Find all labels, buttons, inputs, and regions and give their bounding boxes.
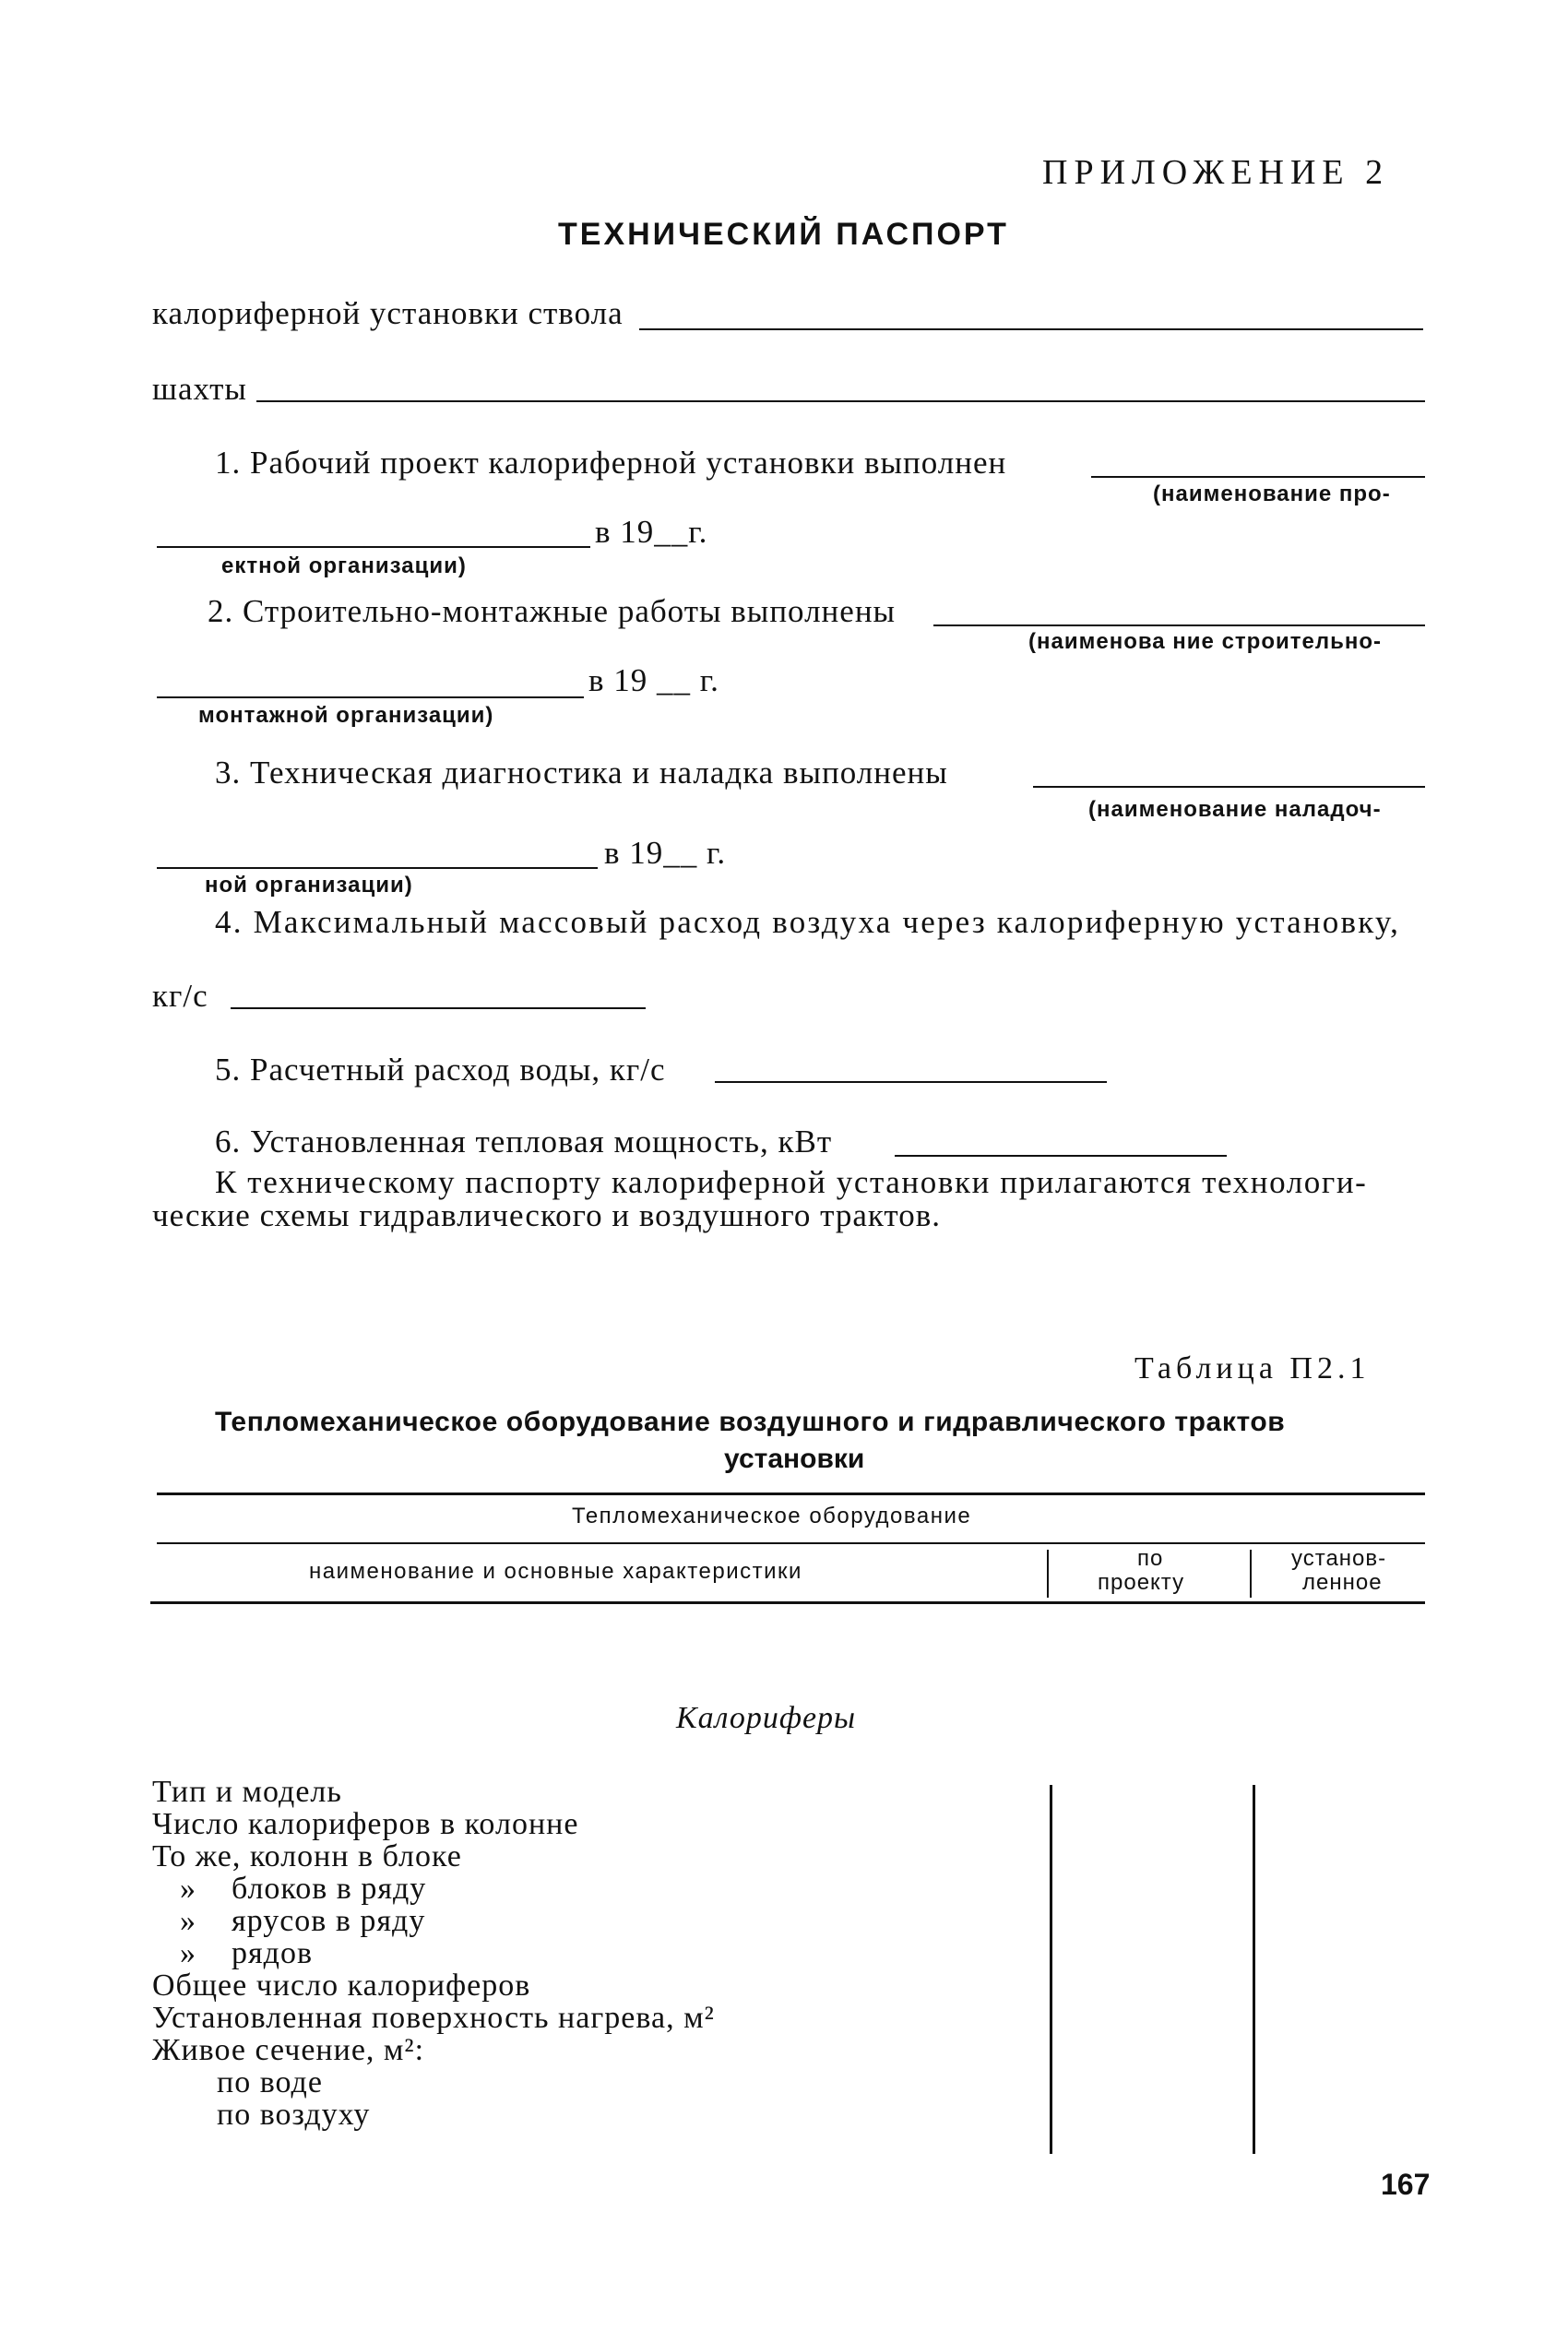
item-6-field[interactable] xyxy=(895,1155,1227,1157)
table-row: Установленная поверхность нагрева, м² xyxy=(152,2001,715,2035)
column-header-installed-2: ленное xyxy=(1302,1570,1383,1595)
table-body-rows xyxy=(152,1776,715,2131)
table-row: Общее число калориферов xyxy=(152,1968,531,2003)
table-row: Тип и модель xyxy=(152,1775,342,1809)
header-divider-2 xyxy=(1250,1550,1252,1598)
shaft-trunk-field[interactable] xyxy=(639,328,1423,330)
item-5-text: 5. Расчетный расход воды, кг/с xyxy=(215,1052,666,1088)
item-3-org-field[interactable] xyxy=(1033,786,1425,788)
table-header-bottom-rule xyxy=(150,1601,1425,1604)
item-3-text: 3. Техническая диагностика и наладка выполнены xyxy=(215,755,948,791)
table-group-rule xyxy=(157,1542,1425,1544)
item-6-text: 6. Установленная тепловая мощность, кВт xyxy=(215,1124,833,1160)
column-header-installed-1: установ- xyxy=(1291,1546,1387,1571)
item-4-text: 4. Максимальный массовый расход воздуха через калориферную установку, xyxy=(215,904,1401,940)
table-row: » блоков в ряду xyxy=(180,1872,427,1906)
item-1-year: в 19__г. xyxy=(595,514,708,550)
item-5-field[interactable] xyxy=(715,1081,1107,1083)
item-1-org-field[interactable] xyxy=(1091,476,1425,478)
table-row: То же, колонн в блоке xyxy=(152,1839,462,1873)
column-header-project-2: проекту xyxy=(1098,1570,1185,1595)
table-top-rule xyxy=(157,1493,1425,1495)
table-caption-line1: Тепломеханическое оборудование воздушного и гидравлического трактов xyxy=(215,1407,1286,1437)
mine-field[interactable] xyxy=(256,400,1425,402)
item-3-note-right: (наименование наладоч- xyxy=(1088,797,1382,822)
item-1-note-right: (наименование про- xyxy=(1153,482,1391,506)
item-4-field[interactable] xyxy=(231,1007,646,1009)
item-2-org-field[interactable] xyxy=(933,624,1425,626)
item-4-unit: кг/с xyxy=(152,978,208,1014)
item-3-year: в 19__ г. xyxy=(604,835,727,871)
page-number: 167 xyxy=(1381,2168,1431,2201)
table-group-header: Тепломеханическое оборудование xyxy=(572,1504,972,1528)
item-1-org-field-cont[interactable] xyxy=(157,546,590,548)
body-divider-2 xyxy=(1253,1785,1255,2154)
table-row: по воде xyxy=(217,2065,323,2099)
item-2-year: в 19 __ г. xyxy=(588,662,719,698)
header-divider-1 xyxy=(1047,1550,1049,1598)
item-2-org-field-cont[interactable] xyxy=(157,696,584,698)
section-title: Калориферы xyxy=(676,1701,857,1735)
attachment-note-line1: К техническому паспорту калориферной установки прилагаются технологи- xyxy=(215,1164,1368,1200)
table-row: » рядов xyxy=(180,1936,313,1970)
table-caption-line2: установки xyxy=(724,1444,865,1474)
shaft-trunk-label: калориферной установки ствола xyxy=(152,295,624,331)
item-1-text: 1. Рабочий проект калориферной установки выполнен xyxy=(215,445,1007,481)
item-2-note-right: (наименова ние строительно- xyxy=(1028,629,1382,654)
column-header-project-1: по xyxy=(1137,1546,1164,1571)
table-row: по воздуху xyxy=(217,2098,371,2132)
mine-label: шахты xyxy=(152,371,247,407)
table-row: Число калориферов в колонне xyxy=(152,1807,579,1841)
item-3-note-left: ной организации) xyxy=(205,873,413,898)
table-label: Таблица П2.1 xyxy=(1134,1351,1371,1386)
table-row: » ярусов в ряду xyxy=(180,1904,426,1938)
column-header-name: наименование и основные характеристики xyxy=(309,1559,802,1584)
attachment-note-line2: ческие схемы гидравлического и воздушного трактов. xyxy=(152,1197,941,1233)
body-divider-1 xyxy=(1050,1785,1052,2154)
item-2-text: 2. Строительно-монтажные работы выполнены xyxy=(208,593,897,629)
appendix-label: ПРИЛОЖЕНИЕ 2 xyxy=(1042,153,1390,192)
item-2-note-left: монтажной организации) xyxy=(198,703,494,728)
page-title: ТЕХНИЧЕСКИЙ ПАСПОРТ xyxy=(558,217,1009,252)
table-row: Живое сечение, м²: xyxy=(152,2033,425,2067)
item-3-org-field-cont[interactable] xyxy=(157,867,598,869)
item-1-note-left: ектной организации) xyxy=(221,553,467,578)
